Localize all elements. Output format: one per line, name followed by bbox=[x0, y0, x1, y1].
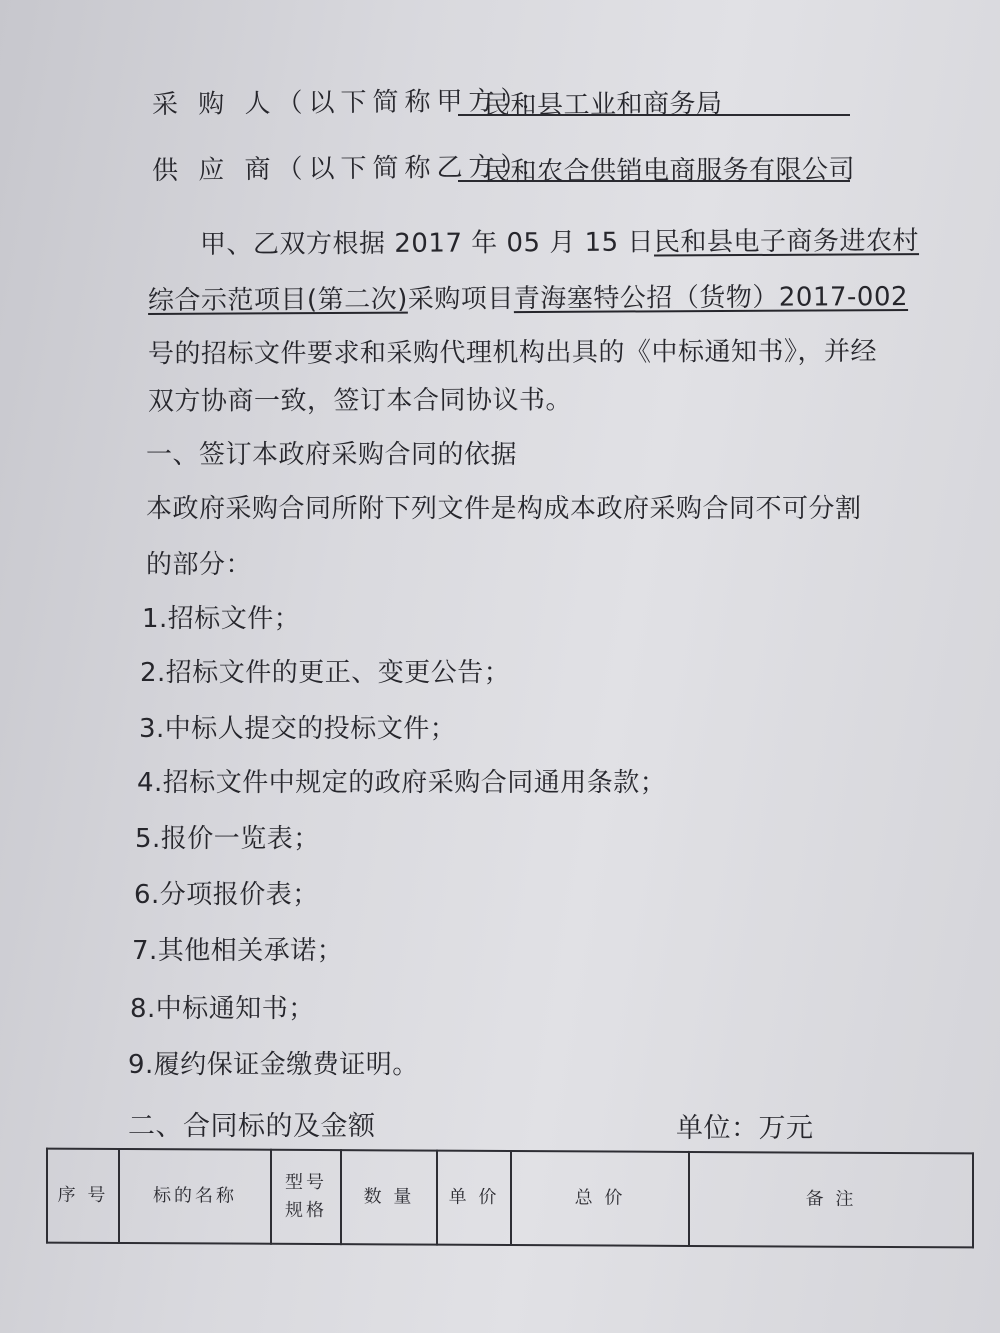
supplier-underline bbox=[458, 180, 850, 182]
col-header-index: 序 号 bbox=[47, 1149, 119, 1243]
supplier-value: 民和农合供销电商服务有限公司 bbox=[483, 154, 856, 188]
intro-line-1 bbox=[200, 220, 919, 261]
list-item: 8.中标通知书； bbox=[130, 994, 315, 1024]
list-item: 4.招标文件中规定的政府采购合同通用条款； bbox=[137, 768, 667, 798]
section-1-para-line-1: 本政府采购合同所附下列文件是构成本政府采购合同不可分割 bbox=[146, 494, 862, 524]
col-header-item-name: 标的名称 bbox=[119, 1149, 271, 1244]
list-item: 3.中标人提交的投标文件； bbox=[139, 714, 457, 744]
col-header-model-spec bbox=[271, 1150, 341, 1244]
unit-label: 单位：万元 bbox=[676, 1113, 814, 1144]
list-item: 6.分项报价表； bbox=[134, 880, 319, 910]
col-header-model: 型号 bbox=[285, 1171, 327, 1194]
list-item: 1.招标文件； bbox=[142, 604, 301, 634]
section-1-heading: 一、签订本政府采购合同的依据 bbox=[146, 440, 518, 470]
buyer-label: 采 购 人（以下简称甲方）： bbox=[151, 85, 552, 121]
table-header-row bbox=[47, 1149, 973, 1248]
project-name-part-2: 综合示范项目(第二次) bbox=[147, 284, 408, 316]
list-item: 7.其他相关承诺； bbox=[132, 936, 344, 966]
list-item: 5.报价一览表； bbox=[135, 824, 320, 854]
col-header-unit-price: 单 价 bbox=[437, 1151, 511, 1245]
supplier-label: 供 应 商（以下简称乙方）： bbox=[151, 151, 552, 187]
section-2-heading: 二、合同标的及金额 bbox=[128, 1111, 376, 1142]
project-code: 青海塞特公招（货物）2017-002 bbox=[513, 282, 909, 315]
col-header-total-price: 总 价 bbox=[511, 1151, 689, 1246]
buyer-underline bbox=[458, 114, 850, 116]
intro-line-2 bbox=[148, 276, 908, 317]
intro-date-text: 甲、乙双方根据 2017 年 05 月 15 日 bbox=[199, 227, 655, 260]
contract-items-table bbox=[46, 1148, 974, 1249]
buyer-value: 民和县工业和商务局 bbox=[483, 88, 723, 122]
intro-line-3: 号的招标文件要求和采购代理机构出具的《中标通知书》，并经 bbox=[147, 336, 878, 370]
intro-mid-text: 采购项目 bbox=[407, 284, 514, 315]
list-item: 9.履约保证金缴费证明。 bbox=[128, 1050, 419, 1080]
intro-line-4: 双方协商一致，签订本合同协议书。 bbox=[147, 385, 573, 417]
project-name-part-1: 民和县电子商务进农村 bbox=[653, 226, 920, 258]
col-header-spec: 规格 bbox=[285, 1199, 327, 1222]
col-header-quantity: 数 量 bbox=[341, 1150, 437, 1245]
list-item: 2.招标文件的更正、变更公告； bbox=[140, 658, 511, 688]
section-1-para-line-2: 的部分： bbox=[146, 550, 253, 580]
col-header-remarks: 备 注 bbox=[689, 1152, 973, 1247]
